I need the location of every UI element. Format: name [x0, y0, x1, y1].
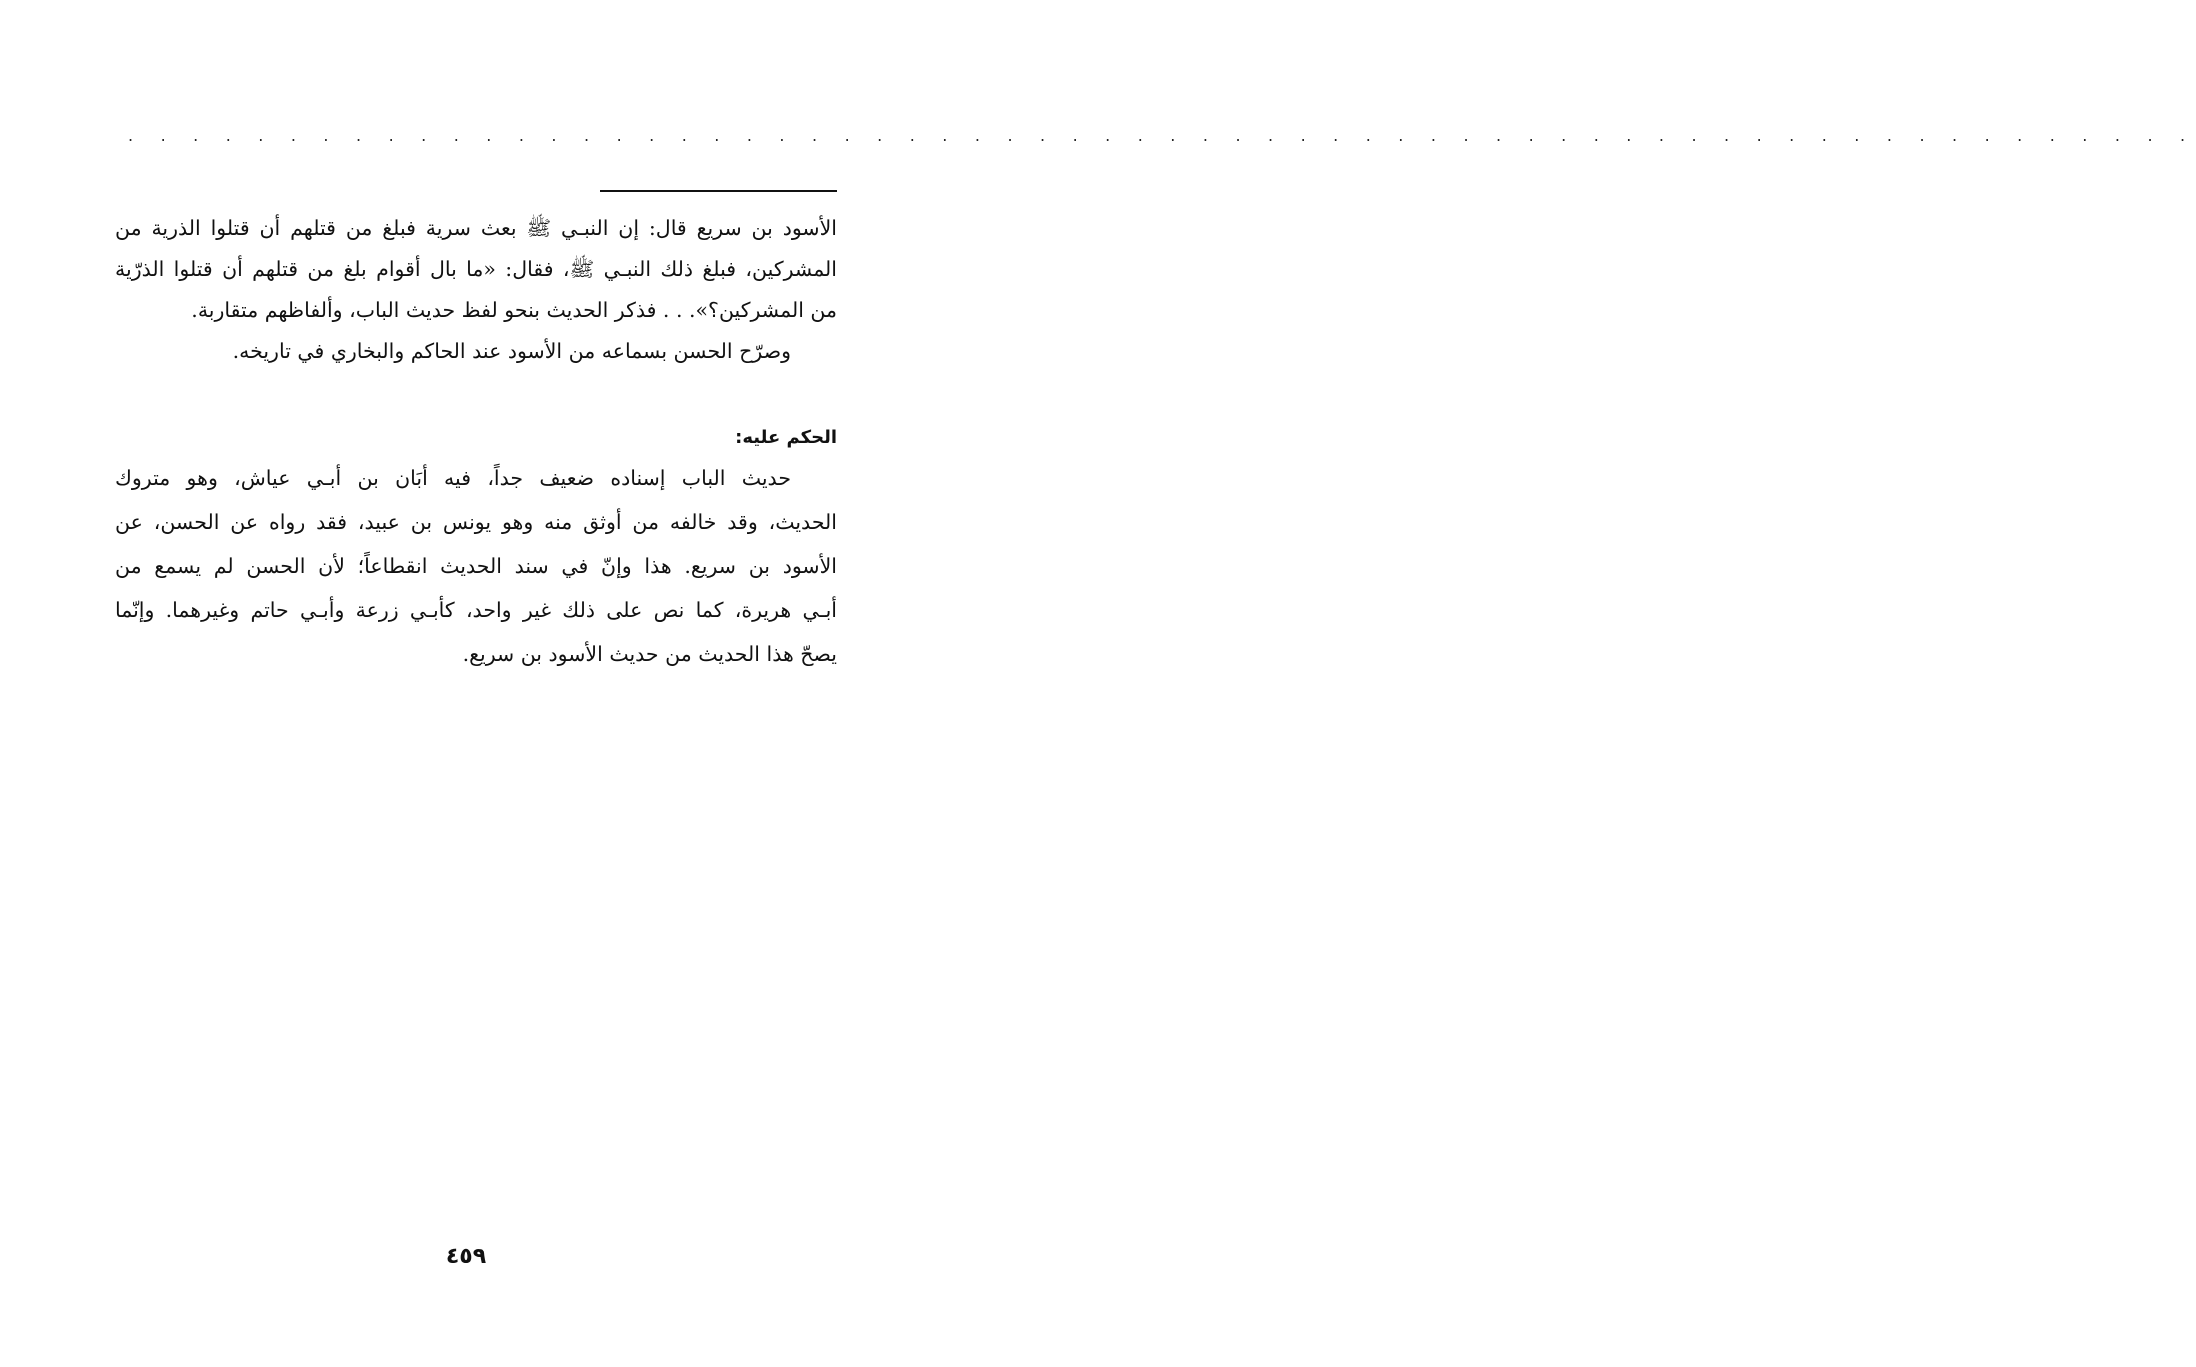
- ruling-line: الحديث، وقد خالفه من أوثق منه وهو يونس بن عبيد، فقد رواه عن الحسن، عن: [115, 510, 837, 534]
- footnote-line: من المشركين؟». . . فذكر الحديث بنحو لفظ حديث الباب، وألفاظهم متقاربة.: [191, 298, 837, 322]
- footnote-line: وصرّح الحسن بسماعه من الأسود عند الحاكم والبخاري في تاريخه.: [232, 339, 791, 363]
- dotted-separator: . . . . . . . . . . . . . . . . . . . . . . . . . . . . . . . . . . . . . . . . . . . . . . . . . . . . . . . . . . . . . . . .: [128, 126, 2196, 145]
- footnote-line: المشركين، فبلغ ذلك النبـي ﷺ، فقال: «ما بال أقوام بلغ من قتلهم أن قتلوا الذرّية: [115, 257, 837, 281]
- ruling-line: أبـي هريرة، كما نص على ذلك غير واحد، كأبـي زرعة وأبـي حاتم وغيرهما. وإنّما: [115, 598, 837, 622]
- ruling-section: [115, 420, 837, 676]
- ruling-line: حديث الباب إسناده ضعيف جداً، فيه أبَان بن أبـي عياش، وهو متروك: [115, 466, 791, 490]
- footnote-rule: [600, 190, 837, 192]
- ruling-heading: الحكم عليه:: [735, 427, 837, 448]
- footnote-line: الأسود بن سريع قال: إن النبـي ﷺ بعث سرية فبلغ من قتلهم أن قتلوا الذرية من: [115, 216, 837, 240]
- ruling-line: يصحّ هذا الحديث من حديث الأسود بن سريع.: [462, 642, 837, 666]
- page-number: ٤٥٩: [445, 1244, 487, 1269]
- footnote-block: [115, 208, 837, 372]
- ruling-line: الأسود بن سريع. هذا وإنّ في سند الحديث انقطاعاً؛ لأن الحسن لم يسمع من: [115, 554, 837, 578]
